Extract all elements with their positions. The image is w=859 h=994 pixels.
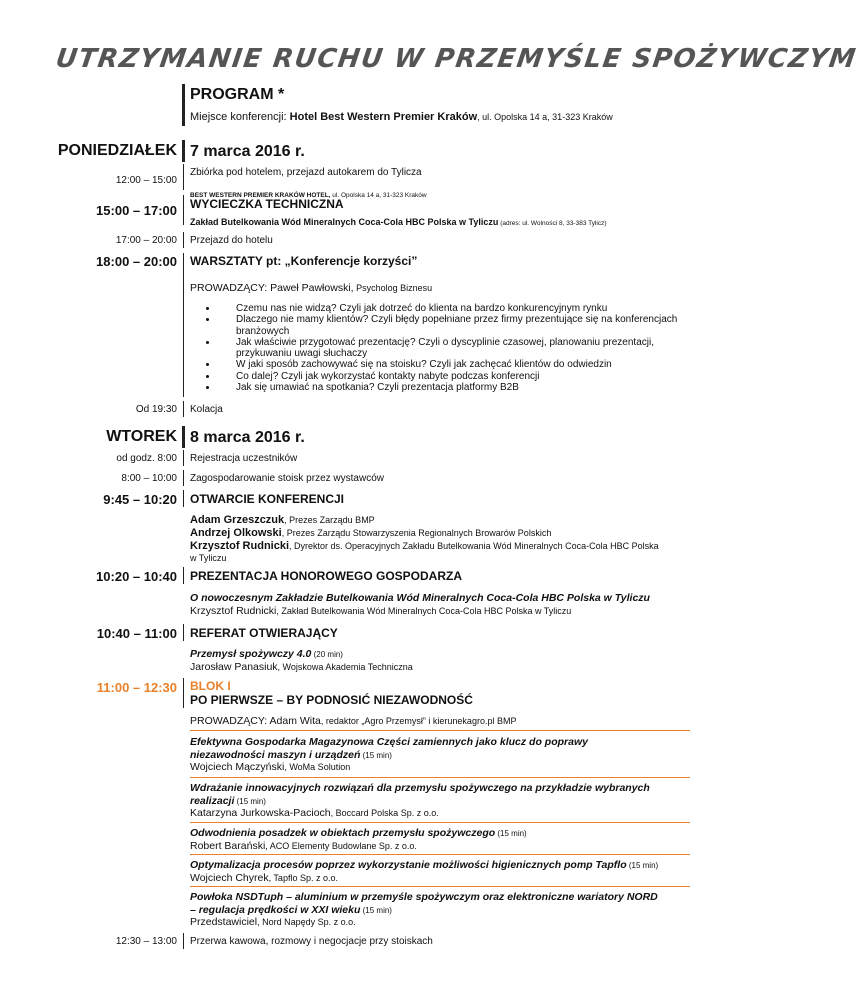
separator <box>183 624 184 641</box>
separator <box>183 490 184 507</box>
slot-text: Przerwa kawowa, rozmowy i negocjacje przy stoiskach <box>190 936 433 947</box>
talk-title: Optymalizacja procesów poprzez wykorzystanie możliwości higienicznych pomp Tapflo (15 min) <box>190 859 659 871</box>
talk-title: Wdrażanie innowacyjnych rozwiązań dla przemysłu spożywczego na przykładzie wybranych <box>190 782 650 794</box>
slot-text: Zakład Butelkowania Wód Mineralnych Coca-Cola HBC Polska w Tyliczu (adres: ul. Wolności 8, 33-383 Tylicz) <box>190 217 607 227</box>
time-slot: 12:00 – 15:00 <box>115 175 177 186</box>
block-label: BLOK I <box>190 679 231 693</box>
list-item: Jak właściwie przygotować prezentację? Czyli o dyscyplinie czasowej, planowaniu prezentacji, przykuwaniu uwagi słuchaczy <box>206 337 677 360</box>
moderator-line: PROWADZĄCY: Paweł Pawłowski, Psycholog Biznesu <box>190 282 433 294</box>
divider <box>190 730 690 731</box>
slot-title: OTWARCIE KONFERENCJI <box>190 492 345 506</box>
talk-title: – regulacja prędkości w XXI wieku (15 min) <box>190 904 392 916</box>
slot-title: WARSZTATY pt: „Konferencje korzyści” <box>190 254 418 268</box>
list-item: W jaki sposób zachowywać się na stoisku? Czyli jak zachęcać klientów do odwiedzin <box>206 359 677 370</box>
day1-name: PONIEDZIAŁEK <box>57 142 177 159</box>
day2-name: WTOREK <box>106 428 177 445</box>
venue-line: Miejsce konferencji: Hotel Best Western Premier Kraków, ul. Opolska 14 a, 31-323 Kraków <box>190 111 613 123</box>
speaker-line: Katarzyna Jurkowska-Pacioch, Boccard Polska Sp. z o.o. <box>190 807 439 819</box>
day1-date: 7 marca 2016 r. <box>190 143 305 160</box>
moderator-line: PROWADZĄCY: Adam Wita, redaktor „Agro Przemysł” i kierunekagro.pl BMP <box>190 715 517 727</box>
speaker-line: Krzysztof Rudnicki, Dyrektor ds. Operacyjnych Zakładu Butelkowania Wód Mineralnych Coca-Cola HBC Polska <box>190 540 659 552</box>
slot-title: PREZENTACJA HONOROWEGO GOSPODARZA <box>190 569 463 583</box>
separator <box>182 140 185 162</box>
separator <box>183 232 184 248</box>
slot-text: Zagospodarowanie stoisk przez wystawców <box>190 473 384 484</box>
slot-text: Przejazd do hotelu <box>190 235 273 246</box>
speaker-line: w Tyliczu <box>190 553 227 563</box>
speaker-line: Robert Barański, ACO Elementy Budowlane Sp. z o.o. <box>190 840 417 852</box>
list-item: Czemu nas nie widzą? Czyli jak dotrzeć do klienta na bardzo konkurencyjnym rynku <box>206 303 677 314</box>
slot-title: WYCIECZKA TECHNICZNA <box>190 197 344 211</box>
time-slot: 15:00 – 17:00 <box>96 203 177 218</box>
time-slot: 18:00 – 20:00 <box>96 254 177 269</box>
separator <box>183 678 184 708</box>
list-item: Co dalej? Czyli jak wykorzystać kontakty nabyte podczas konferencji <box>206 371 677 382</box>
speaker-line: Jarosław Panasiuk, Wojskowa Akademia Techniczna <box>190 661 413 673</box>
separator <box>183 567 184 584</box>
speaker-line: Wojciech Mączyński, WoMa Solution <box>190 761 351 773</box>
program-title: PROGRAM * <box>190 86 285 103</box>
talk-title: Powłoka NSDTuph – aluminium w przemyśle spożywczym oraz elektroniczne wariatory NORD <box>190 891 658 903</box>
block-title: PO PIERWSZE – BY PODNOSIĆ NIEZAWODNOŚĆ <box>190 693 473 707</box>
time-slot: 12:30 – 13:00 <box>115 936 177 947</box>
separator <box>183 470 184 486</box>
time-slot: 17:00 – 20:00 <box>115 235 177 246</box>
speaker-line: Adam Grzeszczuk, Prezes Zarządu BMP <box>190 514 375 526</box>
speaker-line: Krzysztof Rudnicki, Zakład Butelkowania Wód Mineralnych Coca-Cola HBC Polska w Tyliczu <box>190 605 572 617</box>
slot-title: REFERAT OTWIERAJĄCY <box>190 626 338 640</box>
time-slot: 8:00 – 10:00 <box>121 473 177 484</box>
divider <box>190 822 690 823</box>
separator <box>183 253 184 397</box>
separator <box>183 450 184 466</box>
talk-title: Przemysł spożywczy 4.0 (20 min) <box>190 648 343 660</box>
separator <box>183 401 184 417</box>
list-item: Dlaczego nie mamy klientów? Czyli błędy popełniane przez firmy prezentujące się na konferencjach branżowych <box>206 314 677 337</box>
divider <box>190 777 690 778</box>
talk-title: realizacji (15 min) <box>190 795 266 807</box>
talk-title: Efektywna Gospodarka Magazynowa Części zamiennych jako klucz do poprawy <box>190 736 588 748</box>
time-slot: 10:40 – 11:00 <box>96 626 177 641</box>
speaker-line: Andrzej Olkowski, Prezes Zarządu Stowarzyszenia Regionalnych Browarów Polskich <box>190 527 552 539</box>
separator <box>182 426 185 448</box>
speaker-line: Wojciech Chyrek, Tapflo Sp. z o.o. <box>190 872 338 884</box>
time-slot: 11:00 – 12:30 <box>96 680 177 695</box>
separator <box>183 933 184 949</box>
time-slot: od godz. 8:00 <box>116 453 177 464</box>
divider <box>190 854 690 855</box>
time-slot: 10:20 – 10:40 <box>96 569 177 584</box>
page-banner: UTRZYMANIE RUCHU W PRZEMYŚLE SPOŻYWCZYM <box>53 44 859 74</box>
day2-date: 8 marca 2016 r. <box>190 429 305 446</box>
slot-text: Rejestracja uczestników <box>190 453 298 464</box>
slot-text: Zbiórka pod hotelem, przejazd autokarem do Tylicza <box>190 167 422 178</box>
separator <box>183 195 184 225</box>
slot-text: Kolacja <box>190 404 223 415</box>
talk-title: O nowoczesnym Zakładzie Butelkowania Wód Mineralnych Coca-Cola HBC Polska w Tyliczu <box>190 592 650 604</box>
divider <box>190 886 690 887</box>
workshop-bullets <box>206 303 677 393</box>
time-slot: 9:45 – 10:20 <box>103 492 177 507</box>
slot-text: BEST WESTERN PREMIER KRAKÓW HOTEL, ul. Opolska 14 a, 31-323 Kraków <box>190 192 427 199</box>
speaker-line: Przedstawiciel, Nord Napędy Sp. z o.o. <box>190 916 356 928</box>
list-item: Jak się umawiać na spotkania? Czyli prezentacja platformy B2B <box>206 382 677 393</box>
talk-title: Odwodnienia posadzek w obiektach przemysłu spożywczego (15 min) <box>190 827 527 839</box>
separator <box>182 84 185 126</box>
talk-title: niezawodności maszyn i urządzeń (15 min) <box>190 749 392 761</box>
separator <box>183 164 184 190</box>
time-slot: Od 19:30 <box>135 404 177 415</box>
